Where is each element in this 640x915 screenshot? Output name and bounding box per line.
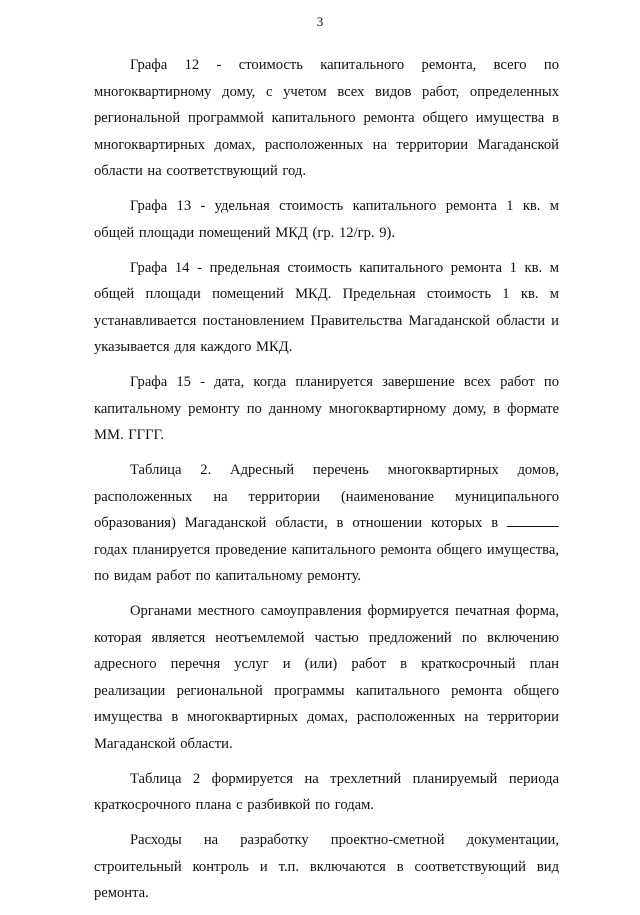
paragraph-column-15: Графа 15 - дата, когда планируется завершение всех работ по капитальному ремонту по данному многоквартирному дому, в формате ММ. ГГГГ. <box>94 374 559 443</box>
table-2-text-before-blank: Таблица 2. Адресный перечень многоквартирных домов, расположенных на территории (наименование муниципального образования) Магаданской области, в отношении которых в <box>94 462 559 531</box>
years-blank-line <box>507 512 559 527</box>
paragraph-column-14: Графа 14 - предельная стоимость капитального ремонта 1 кв. м общей площади помещений МКД. Предельная стоимость 1 кв. м устанавливается постановлением Правительства Магаданской области и указывается для каждого МКД. <box>94 259 559 355</box>
page-number: 3 <box>316 14 324 29</box>
paragraph-column-12: Графа 12 - стоимость капитального ремонта, всего по многоквартирному дому, с учетом всех видов работ, определенных региональной программой капитального ремонта общего имущества в многоквартирных домах, расположенных на территории Магаданской области на соответствующий год. <box>94 57 559 179</box>
paragraph-print-form: Органами местного самоуправления формируется печатная форма, которая является неотъемлемой частью предложений по включению адресного перечня услуг и (или) работ в краткосрочный план реализации региональной программы капитального ремонта общего имущества в многоквартирных домах, расположенных на территории Магаданской области. <box>94 603 559 752</box>
paragraph-expenses: Расходы на разработку проектно-сметной документации, строительный контроль и т.п. включаются в соответствующий вид ремонта. <box>94 832 559 901</box>
table-2-text-after-blank: годах планируется проведение капитального ремонта общего имущества, по видам работ по капитальному ремонту. <box>94 541 559 584</box>
paragraph-column-13: Графа 13 - удельная стоимость капитального ремонта 1 кв. м общей площади помещений МКД (гр. 12/гр. 9). <box>94 198 559 241</box>
paragraph-table-2-period: Таблица 2 формируется на трехлетний планируемый периода краткосрочного плана с разбивкой по годам. <box>94 770 559 813</box>
paragraph-table-2-description <box>94 457 559 590</box>
document-body <box>94 52 559 915</box>
